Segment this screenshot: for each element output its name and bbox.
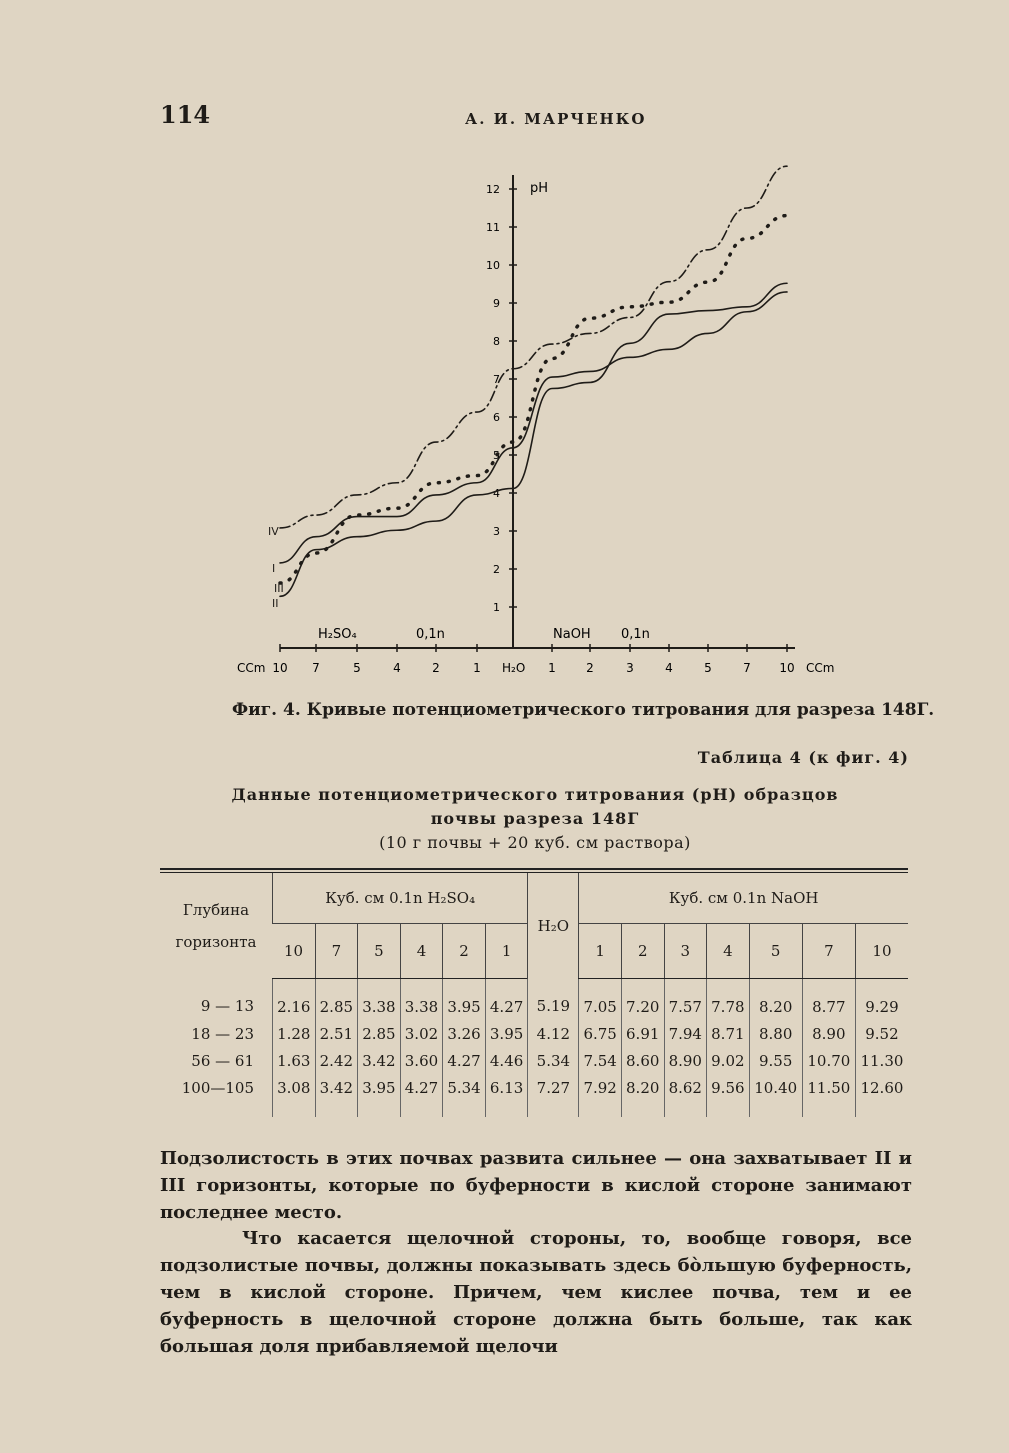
depth-cell: 56 — 61 <box>191 1051 254 1070</box>
y-tick-label: 1 <box>493 601 500 614</box>
value-cell: 10.40 <box>749 1074 802 1117</box>
titration-chart <box>0 0 1009 690</box>
value-cell: 3.95 <box>358 1074 401 1117</box>
table-conditions: (10 г почвы + 20 куб. см раствора) <box>379 833 691 852</box>
water-header: H₂O <box>528 873 579 979</box>
value-cell: 8.90 <box>802 1020 855 1047</box>
x-tick-label: 1 <box>473 661 481 675</box>
running-head: А. И. МАРЧЕНКО <box>465 110 647 128</box>
value-cell: 6.91 <box>621 1020 664 1047</box>
value-cell: 2.85 <box>358 1020 401 1047</box>
curve-label-iii: III <box>274 582 284 595</box>
value-cell: 10.70 <box>802 1047 855 1074</box>
acid-col-7: 7 <box>315 924 358 979</box>
value-cell: 8.20 <box>621 1074 664 1117</box>
y-tick-label: 2 <box>493 563 500 576</box>
value-cell: 8.20 <box>749 979 802 1021</box>
value-cell: 8.77 <box>802 979 855 1021</box>
x-tick-label: 10 <box>779 661 795 675</box>
series-line-iv <box>280 166 787 528</box>
value-cell: 8.90 <box>664 1047 707 1074</box>
y-tick-label: 7 <box>493 373 500 386</box>
table-row <box>160 1074 908 1117</box>
value-cell: 3.38 <box>358 979 401 1021</box>
y-tick-label: 5 <box>493 449 500 462</box>
value-cell: 9.29 <box>855 979 908 1021</box>
value-cell: 9.52 <box>855 1020 908 1047</box>
value-cell: 3.08 <box>273 1074 316 1117</box>
value-cell: 4.27 <box>400 1074 443 1117</box>
y-tick-label: 10 <box>486 259 500 272</box>
value-cell: 3.38 <box>400 979 443 1021</box>
y-tick-label: 9 <box>493 297 500 310</box>
value-cell: 4.12 <box>528 1020 579 1047</box>
acid-col-1: 1 <box>485 924 528 979</box>
table-label: Таблица 4 (к фиг. 4) <box>697 748 909 767</box>
x-tick-label: 2 <box>586 661 594 675</box>
value-cell: 3.95 <box>485 1020 528 1047</box>
curve-label-i: I <box>272 562 276 575</box>
base-col-1: 1 <box>579 924 622 979</box>
value-cell: 3.42 <box>358 1047 401 1074</box>
curve-label-iv: IV <box>268 525 279 538</box>
x-tick-label: 4 <box>665 661 673 675</box>
value-cell: 7.05 <box>579 979 622 1021</box>
value-cell: 11.50 <box>802 1074 855 1117</box>
base-norm-label: 0,1n <box>621 627 650 642</box>
depth-cell: 9 — 13 <box>200 997 254 1016</box>
table-row <box>160 1047 908 1074</box>
value-cell: 2.42 <box>315 1047 358 1074</box>
value-cell: 5.19 <box>528 979 579 1021</box>
value-cell: 8.71 <box>707 1020 750 1047</box>
value-cell: 7.92 <box>579 1074 622 1117</box>
value-cell: 1.63 <box>273 1047 316 1074</box>
base-col-2: 2 <box>621 924 664 979</box>
series-line-i <box>280 292 787 563</box>
page-number: 114 <box>160 100 211 129</box>
base-label: NaOH <box>553 627 591 642</box>
value-cell: 7.57 <box>664 979 707 1021</box>
value-cell: 11.30 <box>855 1047 908 1074</box>
value-cell: 7.78 <box>707 979 750 1021</box>
y-tick-label: 3 <box>493 525 500 538</box>
base-col-3: 3 <box>664 924 707 979</box>
table-title: Данные потенциометрического титрования (pH) образцов <box>231 785 839 804</box>
x-tick-label: 7 <box>743 661 751 675</box>
x-tick-label: 5 <box>353 661 361 675</box>
value-cell: 9.56 <box>707 1074 750 1117</box>
value-cell: 9.55 <box>749 1047 802 1074</box>
value-cell: 4.46 <box>485 1047 528 1074</box>
table-row <box>160 1020 908 1047</box>
value-cell: 1.28 <box>273 1020 316 1047</box>
value-cell: 7.94 <box>664 1020 707 1047</box>
value-cell: 4.27 <box>485 979 528 1021</box>
x-axis-unit-right: CCm <box>806 661 835 675</box>
value-cell: 7.54 <box>579 1047 622 1074</box>
series-line-iii <box>280 216 787 583</box>
base-col-5: 5 <box>749 924 802 979</box>
x-tick-label: 3 <box>626 661 634 675</box>
value-cell: 8.62 <box>664 1074 707 1117</box>
depth-cell: 18 — 23 <box>191 1024 254 1043</box>
y-tick-label: 12 <box>486 183 500 196</box>
value-cell: 8.60 <box>621 1047 664 1074</box>
x-tick-label: 7 <box>312 661 320 675</box>
acid-col-10: 10 <box>273 924 316 979</box>
value-cell: 5.34 <box>443 1074 486 1117</box>
value-cell: 3.60 <box>400 1047 443 1074</box>
y-tick-label: 6 <box>493 411 500 424</box>
table-row <box>160 979 908 1021</box>
x-tick-label: 1 <box>548 661 556 675</box>
value-cell: 7.27 <box>528 1074 579 1117</box>
table-subtitle: почвы разреза 148Г <box>430 809 640 828</box>
value-cell: 12.60 <box>855 1074 908 1117</box>
x-tick-label: 10 <box>272 661 288 675</box>
x-axis-unit-left: CCm <box>237 661 266 675</box>
value-cell: 7.20 <box>621 979 664 1021</box>
value-cell: 6.75 <box>579 1020 622 1047</box>
value-cell: 3.02 <box>400 1020 443 1047</box>
curve-label-ii: II <box>272 597 279 610</box>
value-cell: 6.13 <box>485 1074 528 1117</box>
value-cell: 2.51 <box>315 1020 358 1047</box>
x-tick-label: 4 <box>393 661 401 675</box>
value-cell: 4.27 <box>443 1047 486 1074</box>
y-axis-label: pH <box>530 181 549 196</box>
x-tick-label: 2 <box>432 661 440 675</box>
depth-cell: 100—105 <box>181 1078 254 1097</box>
base-header: Куб. см 0.1n NaOH <box>579 873 908 924</box>
y-tick-label: 11 <box>486 221 500 234</box>
x-tick-label: 5 <box>704 661 712 675</box>
base-col-4: 4 <box>707 924 750 979</box>
acid-col-4: 4 <box>400 924 443 979</box>
value-cell: 2.85 <box>315 979 358 1021</box>
value-cell: 3.95 <box>443 979 486 1021</box>
base-col-10: 10 <box>855 924 908 979</box>
acid-col-5: 5 <box>358 924 401 979</box>
paragraph-2: Что касается щелочной стороны, то, вообще говоря, все подзолистые почвы, должны показывать здесь бо̀льшую буферность, чем в кислой стороне. Причем, чем кислее почва, тем и ее буферность в щелочной стороне должна быть больше, так как большая доля прибавляемой щелочи <box>160 1228 912 1357</box>
x-axis-center-label: H₂O <box>502 661 526 675</box>
figure-caption: Фиг. 4. Кривые потенциометрического титрования для разреза 148Г. <box>232 700 935 720</box>
value-cell: 9.02 <box>707 1047 750 1074</box>
value-cell: 2.16 <box>273 979 316 1021</box>
acid-col-2: 2 <box>443 924 486 979</box>
y-tick-label: 4 <box>493 487 500 500</box>
value-cell: 8.80 <box>749 1020 802 1047</box>
acid-header: Куб. см 0.1n H₂SO₄ <box>273 873 528 924</box>
base-col-7: 7 <box>802 924 855 979</box>
data-table <box>160 868 908 1117</box>
y-tick-label: 8 <box>493 335 500 348</box>
acid-norm-label: 0,1n <box>416 627 445 642</box>
series-line-ii <box>280 283 787 596</box>
depth-header: Глубина горизонта <box>175 900 257 951</box>
value-cell: 3.42 <box>315 1074 358 1117</box>
paragraph-1: Подзолистость в этих почвах развита сильнее — она захватывает II и III горизонты, которые по буферности в кислой стороне занимают последнее место. <box>160 1148 912 1223</box>
acid-label: H₂SO₄ <box>318 627 357 642</box>
value-cell: 5.34 <box>528 1047 579 1074</box>
value-cell: 3.26 <box>443 1020 486 1047</box>
